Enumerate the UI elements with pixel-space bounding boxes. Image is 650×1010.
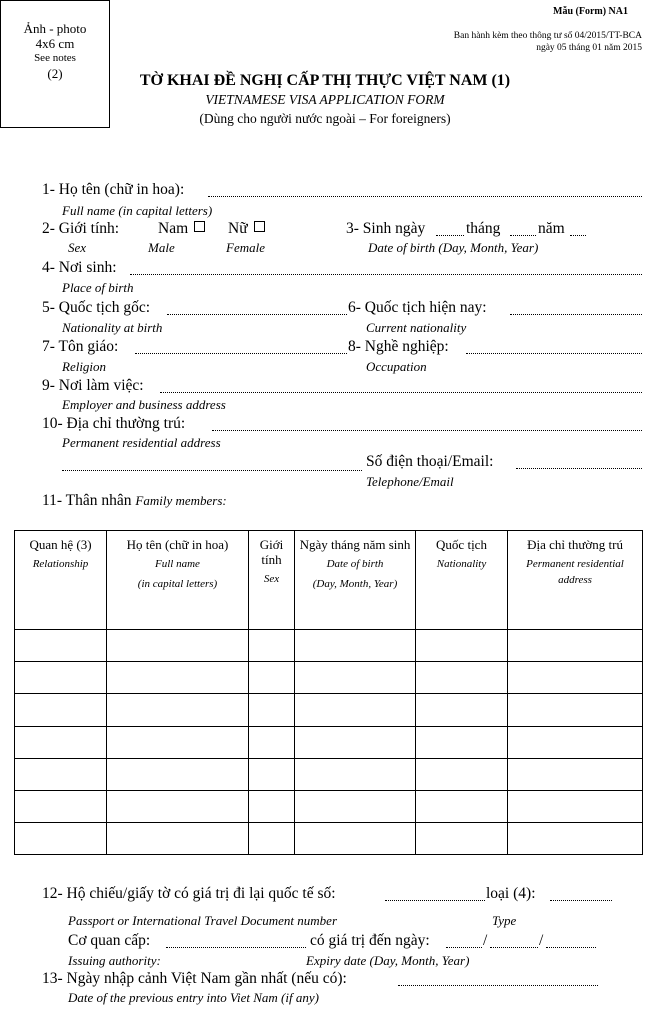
issued-info (454, 30, 642, 54)
family-cell[interactable] (416, 758, 508, 790)
family-cell[interactable] (107, 790, 249, 822)
family-cell[interactable] (295, 630, 416, 662)
family-cell[interactable] (416, 790, 508, 822)
photo-note-ref: (2) (47, 66, 63, 81)
family-table (14, 530, 643, 855)
issued-line-1: Ban hành kèm theo thông tư số 04/2015/TT-BCA (453, 31, 642, 41)
sex-male-option[interactable] (158, 220, 205, 238)
field-dob-month-label: tháng (466, 220, 501, 237)
field-prev-entry-line[interactable] (398, 985, 598, 986)
family-cell[interactable] (15, 726, 107, 758)
family-cell[interactable] (107, 630, 249, 662)
field-phone-label: Số điện thoại/Email: (366, 453, 494, 470)
field-dob-year-label: năm (538, 220, 565, 237)
field-birthplace-line[interactable] (130, 274, 642, 275)
family-row (15, 726, 643, 758)
field-issuer-label: Cơ quan cấp: (68, 932, 151, 949)
family-cell[interactable] (508, 662, 643, 694)
field-phone-line[interactable] (516, 468, 642, 469)
family-row (15, 662, 643, 694)
field-expiry-en: Expiry date (Day, Month, Year) (306, 953, 470, 968)
sex-male-checkbox[interactable] (194, 221, 205, 232)
col-relationship: Quan hệ (3) Relationship (15, 531, 107, 630)
sex-female-en: Female (226, 240, 265, 255)
form-note: (Dùng cho người nước ngoài – For foreigners) (199, 111, 451, 126)
family-cell[interactable] (249, 726, 295, 758)
field-religion-en: Religion (62, 359, 107, 374)
field-family-en: Family members: (135, 493, 227, 508)
field-residence-line[interactable] (212, 430, 642, 431)
family-cell[interactable] (508, 726, 643, 758)
sex-male-label: Nam (158, 220, 189, 237)
col-full-name: Họ tên (chữ in hoa) Full name (in capital letters) (107, 531, 249, 630)
photo-label: Ảnh - photo (23, 21, 87, 36)
field-full-name-line[interactable] (208, 196, 642, 197)
family-table-header (15, 531, 643, 630)
field-birthplace-en: Place of birth (62, 280, 134, 295)
expiry-sep-2: / (539, 932, 544, 949)
family-cell[interactable] (416, 662, 508, 694)
family-cell[interactable] (508, 823, 643, 855)
field-issuer-line[interactable] (166, 947, 306, 948)
family-cell[interactable] (107, 662, 249, 694)
sex-female-option[interactable] (228, 220, 265, 238)
family-cell[interactable] (15, 630, 107, 662)
family-cell[interactable] (508, 758, 643, 790)
field-residence-en: Permanent residential address (62, 435, 221, 450)
family-cell[interactable] (249, 758, 295, 790)
family-cell[interactable] (295, 726, 416, 758)
col-dob: Ngày tháng năm sinh Date of birth (Day, Month, Year) (295, 531, 416, 630)
field-nationality-birth-label: 5- Quốc tịch gốc: (42, 299, 151, 316)
field-phone-en: Telephone/Email (366, 474, 454, 489)
form-code: Mẫu (Form) NA1 (553, 6, 628, 17)
field-dob-year-line[interactable] (570, 235, 586, 236)
col-sex: Giới tính Sex (249, 531, 295, 630)
field-dob-day-label: 3- Sinh ngày (346, 220, 426, 237)
field-expiry-label: có giá trị đến ngày: (310, 932, 430, 949)
family-cell[interactable] (416, 823, 508, 855)
family-row (15, 758, 643, 790)
field-prev-entry-label: 13- Ngày nhập cảnh Việt Nam gần nhất (nếu có): (42, 970, 347, 987)
family-cell[interactable] (295, 694, 416, 726)
form-title: TỜ KHAI ĐỀ NGHỊ CẤP THỊ THỰC VIỆT NAM (1) (139, 72, 511, 89)
field-prev-entry-en: Date of the previous entry into Viet Nam (if any) (68, 990, 319, 1005)
field-occupation-label: 8- Nghề nghiệp: (348, 338, 449, 355)
field-dob-month-line[interactable] (510, 235, 536, 236)
field-occupation-en: Occupation (366, 359, 427, 374)
family-row (15, 790, 643, 822)
issued-line-2: ngày 05 tháng 01 năm 2015 (536, 43, 642, 53)
family-row (15, 694, 643, 726)
family-cell[interactable] (249, 662, 295, 694)
field-passport-en: Passport or International Travel Document number (68, 913, 338, 928)
family-cell[interactable] (107, 694, 249, 726)
field-nationality-current-line[interactable] (510, 314, 642, 315)
family-row (15, 630, 643, 662)
field-religion-line[interactable] (135, 353, 347, 354)
family-cell[interactable] (416, 694, 508, 726)
family-cell[interactable] (15, 823, 107, 855)
field-full-name-label: 1- Họ tên (chữ in hoa): (42, 181, 185, 198)
field-issuer-en: Issuing authority: (68, 953, 161, 968)
family-cell[interactable] (508, 790, 643, 822)
field-full-name-en: Full name (in capital letters) (62, 203, 213, 218)
field-employer-line[interactable] (160, 392, 642, 393)
family-cell[interactable] (107, 758, 249, 790)
field-passport-type-en: Type (492, 913, 517, 928)
family-cell[interactable] (15, 662, 107, 694)
form-subtitle: VIETNAMESE VISA APPLICATION FORM (205, 92, 445, 107)
family-cell[interactable] (508, 694, 643, 726)
field-passport-line[interactable] (385, 900, 485, 901)
field-sex-label: 2- Giới tính: (42, 220, 120, 237)
family-cell[interactable] (107, 823, 249, 855)
field-nationality-current-en: Current nationality (366, 320, 467, 335)
photo-box (0, 0, 110, 128)
field-family-vi: 11- Thân nhân (42, 492, 132, 509)
field-birthplace-label: 4- Nơi sinh: (42, 259, 117, 276)
field-residence-line-2[interactable] (62, 470, 362, 471)
family-cell[interactable] (249, 630, 295, 662)
family-cell[interactable] (295, 662, 416, 694)
family-cell[interactable] (15, 758, 107, 790)
field-nationality-current-label: 6- Quốc tịch hiện nay: (348, 299, 487, 316)
field-sex-en: Sex (68, 240, 87, 255)
family-cell[interactable] (249, 790, 295, 822)
col-nationality: Quốc tịch Nationality (416, 531, 508, 630)
field-dob-en: Date of birth (Day, Month, Year) (368, 240, 539, 255)
family-cell[interactable] (295, 790, 416, 822)
photo-size: 4x6 cm (35, 36, 75, 51)
photo-notes: See notes (34, 52, 76, 64)
sex-male-en: Male (148, 240, 175, 255)
field-nationality-birth-en: Nationality at birth (62, 320, 163, 335)
family-cell[interactable] (508, 630, 643, 662)
family-cell[interactable] (15, 790, 107, 822)
field-expiry-month-line[interactable] (490, 947, 538, 948)
field-employer-en: Employer and business address (62, 397, 226, 412)
field-family-label (42, 492, 227, 510)
family-row (15, 823, 643, 855)
family-cell[interactable] (416, 726, 508, 758)
field-expiry-day-line[interactable] (446, 947, 482, 948)
sex-female-checkbox[interactable] (254, 221, 265, 232)
field-expiry-year-line[interactable] (546, 947, 596, 948)
family-cell[interactable] (107, 726, 249, 758)
family-cell[interactable] (249, 694, 295, 726)
family-cell[interactable] (416, 630, 508, 662)
family-cell[interactable] (15, 694, 107, 726)
field-passport-type-label: loại (4): (486, 885, 536, 902)
field-dob-day-line[interactable] (436, 235, 464, 236)
field-nationality-birth-line[interactable] (167, 314, 347, 315)
expiry-sep-1: / (483, 932, 488, 949)
field-employer-label: 9- Nơi làm việc: (42, 377, 144, 394)
sex-female-label: Nữ (228, 220, 248, 237)
family-cell[interactable] (295, 823, 416, 855)
field-passport-type-line[interactable] (550, 900, 612, 901)
col-residence: Địa chỉ thường trú Permanent residential address (508, 531, 643, 630)
field-residence-label: 10- Địa chỉ thường trú: (42, 415, 186, 432)
family-cell[interactable] (295, 758, 416, 790)
field-religion-label: 7- Tôn giáo: (42, 338, 119, 355)
field-passport-label: 12- Hộ chiếu/giấy tờ có giá trị đi lại quốc tế số: (42, 885, 336, 902)
field-occupation-line[interactable] (466, 353, 642, 354)
family-cell[interactable] (249, 823, 295, 855)
